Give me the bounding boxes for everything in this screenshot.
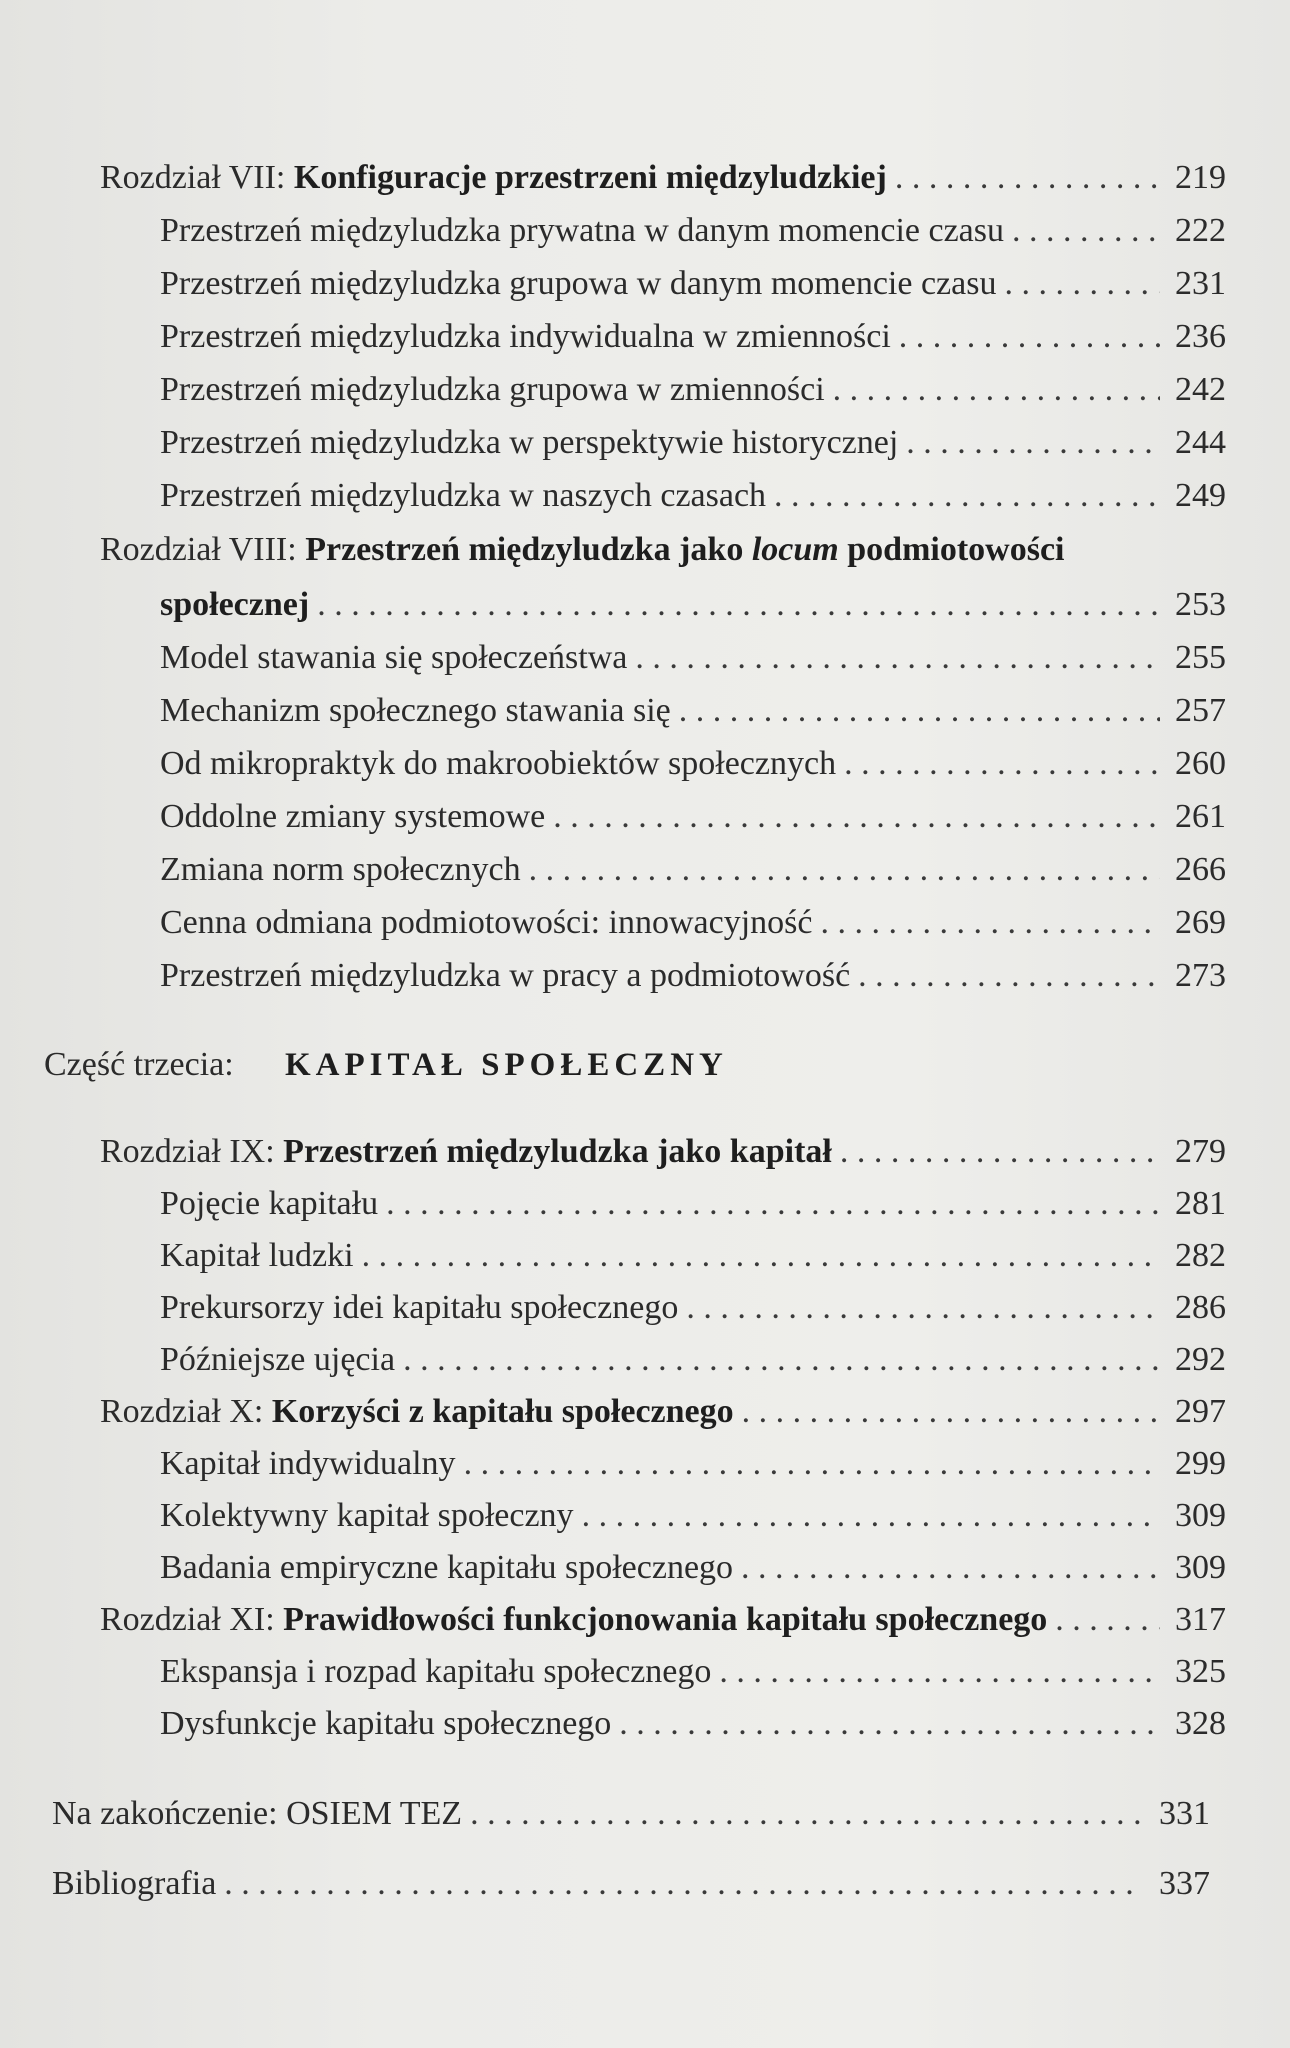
dot-leader <box>464 1444 1160 1484</box>
dot-leader <box>679 691 1160 731</box>
page-number: 261 <box>1175 798 1226 835</box>
section-title: Przestrzeń międzyludzka w pracy a podmiotowość <box>160 957 851 994</box>
dot-leader <box>899 317 1160 357</box>
chapter-name: Prawidłowości funkcjonowania kapitału społecznego <box>283 1601 1048 1638</box>
section-title: Pojęcie kapitału <box>160 1185 379 1222</box>
toc-section <box>160 744 1226 784</box>
toc-bibliography <box>52 1864 1210 1904</box>
dot-leader <box>833 370 1160 410</box>
toc-section <box>160 1496 1226 1536</box>
section-title: Badania empiryczne kapitału społecznego <box>160 1549 734 1586</box>
section-title: Przestrzeń międzyludzka prywatna w danym momencie czasu <box>160 212 1005 249</box>
toc-section <box>160 797 1226 837</box>
chapter-prefix: Rozdział IX: <box>100 1133 284 1170</box>
dot-leader <box>403 1340 1160 1380</box>
section-title: Kapitał ludzki <box>160 1237 354 1274</box>
toc-section <box>160 1704 1226 1744</box>
chapter-title-continued <box>160 585 309 625</box>
page-number: 292 <box>1175 1341 1226 1378</box>
toc-chapter-9 <box>100 1132 1226 1172</box>
page-number: 325 <box>1175 1653 1226 1690</box>
section-title: Cenna odmiana podmiotowości: innowacyjność <box>160 904 813 941</box>
page-number: 260 <box>1175 745 1226 782</box>
page-number: 236 <box>1175 318 1226 355</box>
toc-section <box>160 476 1226 516</box>
dot-leader <box>224 1864 1144 1904</box>
chapter-prefix: Rozdział VIII: <box>100 531 306 568</box>
page-number: 266 <box>1175 851 1226 888</box>
toc-section <box>160 370 1226 410</box>
toc-section <box>160 317 1226 357</box>
page-number: 253 <box>1175 586 1226 623</box>
page-number: 337 <box>1159 1865 1210 1902</box>
section-title: Przestrzeń międzyludzka grupowa w danym momencie czasu <box>160 265 997 302</box>
page-number: 317 <box>1175 1601 1226 1638</box>
section-title: Prekursorzy idei kapitału społecznego <box>160 1289 679 1326</box>
dot-leader <box>858 956 1160 996</box>
toc-section <box>160 423 1226 463</box>
part-label: Część trzecia: <box>44 1046 234 1083</box>
chapter-title <box>100 1600 1047 1640</box>
dot-leader <box>470 1794 1144 1834</box>
dot-leader <box>719 1652 1160 1692</box>
page-number: 331 <box>1159 1795 1210 1832</box>
chapter-prefix: Rozdział X: <box>100 1393 272 1430</box>
chapter-name-part2: podmiotowości <box>838 531 1065 568</box>
page-number: 286 <box>1175 1289 1226 1326</box>
toc-chapter-10 <box>100 1392 1226 1432</box>
toc-section <box>160 850 1226 890</box>
toc-section <box>160 1652 1226 1692</box>
dot-leader <box>1055 1600 1160 1640</box>
section-title: Kolektywny kapitał społeczny <box>160 1497 574 1534</box>
part-title: KAPITAŁ SPOŁECZNY <box>285 1047 728 1083</box>
dot-leader <box>821 903 1161 943</box>
toc-section <box>160 264 1226 304</box>
dot-leader <box>906 423 1160 463</box>
toc-chapter-8-line1 <box>100 530 1064 570</box>
page-number: 309 <box>1175 1497 1226 1534</box>
toc-section <box>160 638 1226 678</box>
section-title: Model stawania się społeczeństwa <box>160 639 628 676</box>
toc-conclusion <box>52 1794 1210 1834</box>
page-number: 222 <box>1175 212 1226 249</box>
chapter-title <box>100 158 887 198</box>
chapter-name-line2: społecznej <box>160 586 310 623</box>
toc-section <box>160 1340 1226 1380</box>
toc-section <box>160 1288 1226 1328</box>
dot-leader <box>362 1236 1160 1276</box>
section-title: Ekspansja i rozpad kapitału społecznego <box>160 1653 712 1690</box>
chapter-name: Konfiguracje przestrzeni międzyludzkiej <box>293 159 887 196</box>
toc-chapter-11 <box>100 1600 1226 1640</box>
section-title: Zmiana norm społecznych <box>160 851 521 888</box>
dot-leader <box>619 1704 1160 1744</box>
dot-leader <box>741 1548 1160 1588</box>
dot-leader <box>742 1392 1160 1432</box>
toc-chapter-8-line2 <box>160 585 1226 625</box>
section-title: Kapitał indywidualny <box>160 1445 456 1482</box>
page-number: 244 <box>1175 424 1226 461</box>
bibliography-title: Bibliografia <box>52 1865 217 1902</box>
chapter-name-italic: locum <box>751 531 839 568</box>
toc-section <box>160 1444 1226 1484</box>
chapter-name: Korzyści z kapitału społecznego <box>271 1393 734 1430</box>
section-title: Mechanizm społecznego stawania się <box>160 692 671 729</box>
page-number: 279 <box>1175 1133 1226 1170</box>
page-number: 297 <box>1175 1393 1226 1430</box>
section-title: Przestrzeń międzyludzka w perspektywie historycznej <box>160 424 899 461</box>
page-number: 281 <box>1175 1185 1226 1222</box>
dot-leader <box>844 744 1160 784</box>
toc-section <box>160 211 1226 251</box>
dot-leader <box>317 585 1160 625</box>
conclusion-title: Na zakończenie: OSIEM TEZ <box>52 1795 463 1832</box>
chapter-title <box>100 1392 734 1432</box>
section-title: Od mikropraktyk do makroobiektów społecznych <box>160 745 837 782</box>
toc-section <box>160 1184 1226 1224</box>
toc-section <box>160 903 1226 943</box>
page-number: 299 <box>1175 1445 1226 1482</box>
section-title: Przestrzeń międzyludzka grupowa w zmienności <box>160 371 825 408</box>
page-number: 257 <box>1175 692 1226 729</box>
page-number: 309 <box>1175 1549 1226 1586</box>
dot-leader <box>774 476 1160 516</box>
dot-leader <box>1004 264 1160 304</box>
dot-leader <box>386 1184 1160 1224</box>
section-title: Dysfunkcje kapitału społecznego <box>160 1705 612 1742</box>
section-title: Oddolne zmiany systemowe <box>160 798 546 835</box>
toc-section <box>160 956 1226 996</box>
page-number: 255 <box>1175 639 1226 676</box>
dot-leader <box>840 1132 1160 1172</box>
page-number: 328 <box>1175 1705 1226 1742</box>
dot-leader <box>582 1496 1160 1536</box>
section-title: Przestrzeń międzyludzka indywidualna w zmienności <box>160 318 891 355</box>
chapter-prefix: Rozdział XI: <box>100 1601 284 1638</box>
page-number: 282 <box>1175 1237 1226 1274</box>
chapter-prefix: Rozdział VII: <box>100 159 294 196</box>
dot-leader <box>553 797 1160 837</box>
dot-leader <box>529 850 1160 890</box>
chapter-name-part1: Przestrzeń międzyludzka jako <box>305 531 752 568</box>
page-number: 242 <box>1175 371 1226 408</box>
page-number: 219 <box>1175 159 1226 196</box>
section-title: Późniejsze ujęcia <box>160 1341 396 1378</box>
dot-leader <box>635 638 1160 678</box>
page-number: 249 <box>1175 477 1226 514</box>
toc-section <box>160 691 1226 731</box>
toc-chapter-7 <box>100 158 1226 198</box>
page-number: 273 <box>1175 957 1226 994</box>
dot-leader <box>1012 211 1160 251</box>
dot-leader <box>686 1288 1160 1328</box>
page-number: 269 <box>1175 904 1226 941</box>
chapter-name: Przestrzeń międzyludzka jako kapitał <box>283 1133 832 1170</box>
page-number: 231 <box>1175 265 1226 302</box>
toc-section <box>160 1236 1226 1276</box>
chapter-title <box>100 1132 832 1172</box>
toc-section <box>160 1548 1226 1588</box>
dot-leader <box>895 158 1160 198</box>
section-title: Przestrzeń międzyludzka w naszych czasach <box>160 477 767 514</box>
